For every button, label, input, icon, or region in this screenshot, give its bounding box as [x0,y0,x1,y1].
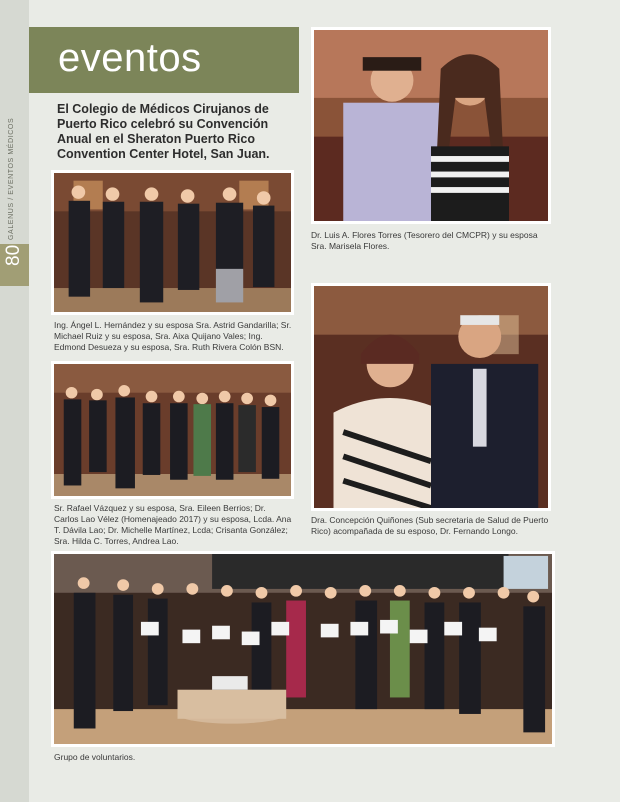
photo-volunteers [51,551,555,747]
page-number: 80 [3,244,24,266]
photo-caption: Grupo de voluntarios. [54,752,136,762]
photo-caption: Dr. Luis A. Flores Torres (Tesorero del CMCPR) y su esposa Sra. Marisela Flores. [311,230,538,251]
photo-couple-middle [311,283,551,511]
photo-caption: Sr. Rafael Vázquez y su esposa, Sra. Eileen Berrios; Dr. Carlos Lao Vélez (Homenajeado 2017) y su esposa, Lcda. Ana T. Dávila Lao; Dr. Michelle Martínez, Lcda; Crisanta González; Sra. Hilda C. Torres, Andrea Lao. [54,503,292,546]
photo-couple-top [311,27,551,224]
page-title: eventos [58,36,202,80]
photo-group-six [51,170,294,315]
photo-caption: Ing. Ángel L. Hernández y su esposa Sra. Astrid Gandarilla; Sr. Michael Ruiz y su esposa, Sra. Aixa Quijano Vales; Ing. Edmond Desueza y su esposa, Sra. Ruth Rivera Colón BSN. [54,320,292,352]
photo-caption: Dra. Concepción Quiñones (Sub secretaria de Salud de Puerto Rico) acompañada de su esposo, Dr. Fernando Longo. [311,515,549,536]
intro-paragraph: El Colegio de Médicos Cirujanos de Puerto Rico celebró su Convención Anual en el Sheraton Puerto Rico Convention Center Hotel, San Juan. [57,102,270,161]
section-label: GALENUS / EVENTOS MÉDICOS [8,117,15,240]
photo-group-ten [51,361,294,499]
